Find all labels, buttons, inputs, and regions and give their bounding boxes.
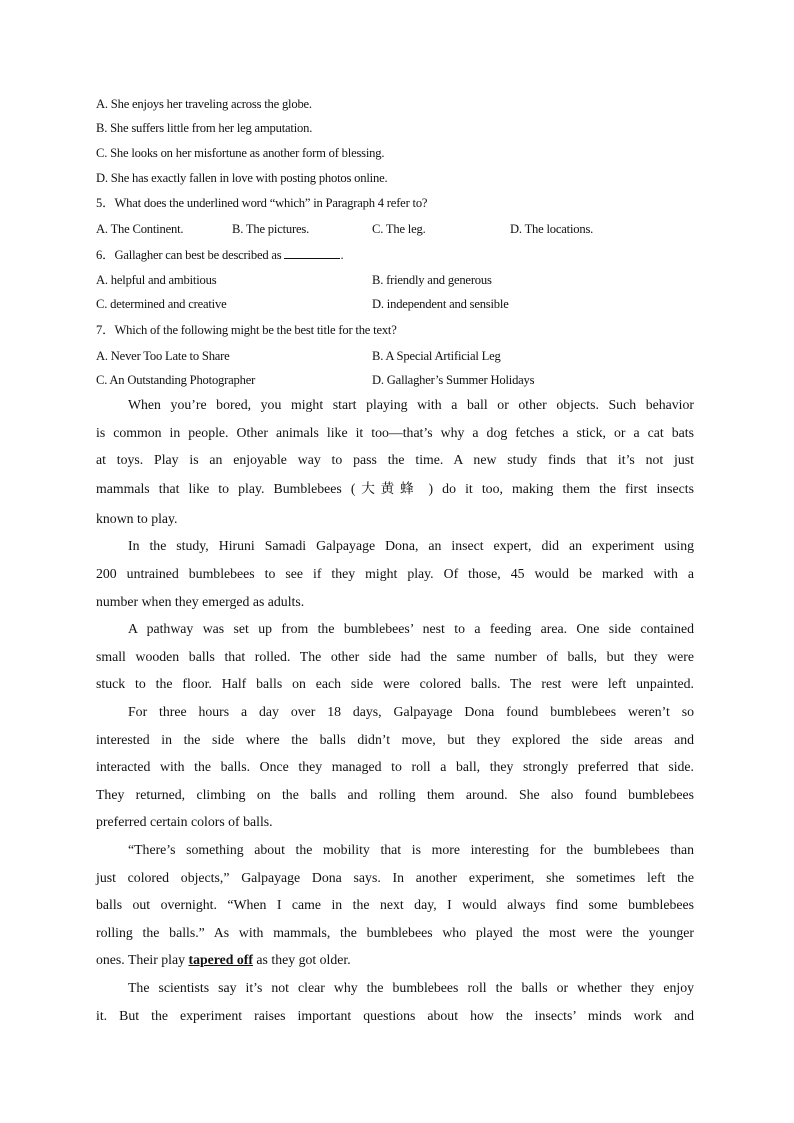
q7-option-d: D. Gallagher’s Summer Holidays [372,373,535,387]
paragraph-1-line: When you’re bored, you might start playing with a ball or other objects. Such behavior [128,397,694,412]
q5-option-c: C. The leg. [372,222,426,236]
paragraph-2-line: number when they emerged as adults. [96,594,305,609]
p5-last-before: ones. Their play [96,952,189,967]
q7-option-b: B. A Special Artificial Leg [372,349,501,363]
paragraph-3-line: stuck to the floor. Half balls on each side were colored balls. The rest were left unpainted. [96,676,694,691]
q5-option-a: A. The Continent. [96,222,184,236]
q6-option-a: A. helpful and ambitious [96,273,217,287]
q6-option-d: D. independent and sensible [372,297,509,311]
q5-option-b: B. The pictures. [232,222,310,236]
paragraph-1-line: at toys. Play is an enjoyable way to pass the time. A new study finds that it’s not just [96,452,694,467]
q6-stem [96,246,698,263]
q6-stem-text: 6．Gallagher can best be described as [96,248,285,262]
q4-option-a: A. She enjoys her traveling across the globe. [96,97,312,111]
q6-stem-end: . [340,248,344,262]
paragraph-1-line: known to play. [96,511,178,526]
q6-option-c: C. determined and creative [96,297,227,311]
q6-option-b: B. friendly and generous [372,273,492,287]
paragraph-1-line: mammals that like to play. Bumblebees (大黄蜂 ) do it too, making them the first insects [96,481,694,496]
paragraph-5-line: balls out overnight. “When I came in the next day, I would always find some bumblebees [96,897,694,912]
underlined-phrase: tapered off [188,952,253,967]
q5-stem: 5．What does the underlined word “which” in Paragraph 4 refer to? [96,196,428,210]
p5-last-after: as they got older. [252,952,351,967]
paragraph-3-line: A pathway was set up from the bumblebees’ nest to a feeding area. One side contained [128,621,694,636]
q5-option-d: D. The locations. [510,222,594,236]
q4-option-c: C. She looks on her misfortune as another form of blessing. [96,146,385,160]
q4-option-b: B. She suffers little from her leg amputation. [96,121,313,135]
paragraph-4-line: preferred certain colors of balls. [96,814,273,829]
paragraph-1-line: is common in people. Other animals like it too—that’s why a dog fetches a stick, or a cat bats [96,425,694,440]
paragraph-5-line: “There’s something about the mobility that is more interesting for the bumblebees than [128,842,694,857]
paragraph-4-line: For three hours a day over 18 days, Galpayage Dona found bumblebees weren’t so [128,704,694,719]
paragraph-5-line: just colored objects,” Galpayage Dona says. In another experiment, she sometimes left the [96,870,694,885]
paragraph-4-line: interested in the side where the balls didn’t move, but they explored the side areas and [96,732,694,747]
q4-option-d: D. She has exactly fallen in love with posting photos online. [96,171,388,185]
q7-option-a: A. Never Too Late to Share [96,349,230,363]
paragraph-4-line: interacted with the balls. Once they managed to roll a ball, they strongly preferred that side. [96,759,694,774]
paragraph-3-line: small wooden balls that rolled. The other side had the same number of balls, but they were [96,649,694,664]
paragraph-6-line: The scientists say it’s not clear why the bumblebees roll the balls or whether they enjoy [128,980,694,995]
paragraph-6-line: it. But the experiment raises important questions about how the insects’ minds work and [96,1008,694,1023]
paragraph-2-line: In the study, Hiruni Samadi Galpayage Dona, an insect expert, did an experiment using [128,538,694,553]
paragraph-5-line [96,951,694,969]
paragraph-5-line: rolling the balls.” As with mammals, the bumblebees who played the most were the younger [96,925,694,940]
paragraph-2-line: 200 untrained bumblebees to see if they might play. Of those, 45 would be marked with a [96,566,694,581]
answer-blank [284,246,340,259]
q7-stem: 7．Which of the following might be the best title for the text? [96,323,397,337]
paragraph-4-line: They returned, climbing on the balls and rolling them around. She also found bumblebees [96,787,694,802]
q7-option-c: C. An Outstanding Photographer [96,373,256,387]
